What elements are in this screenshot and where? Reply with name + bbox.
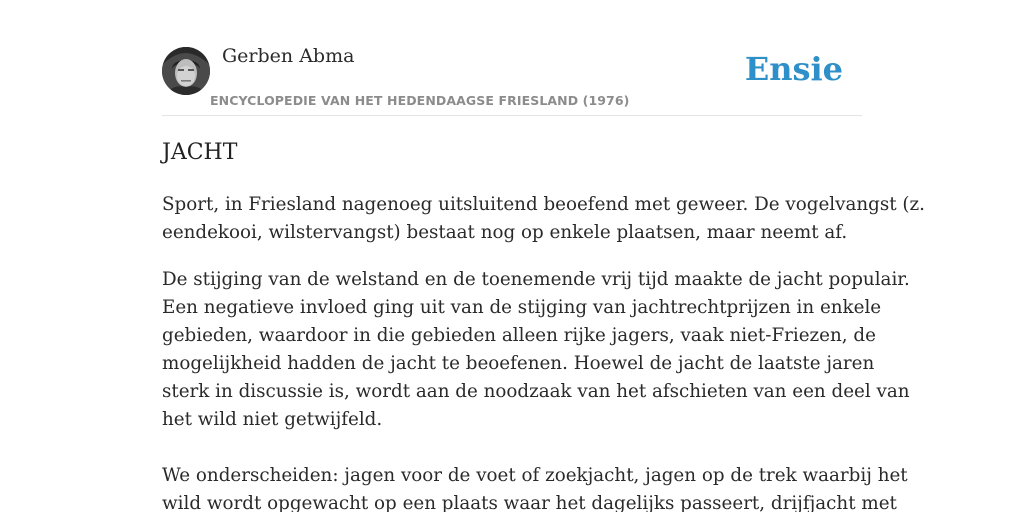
body-line: We onderscheiden: jagen voor de voet of zoekjacht, jagen op de trek waarbij het [162,465,908,486]
body-line: eendekooi, wilstervangst) bestaat nog op enkele plaatsen, maar neemt af. [162,222,848,243]
body-line: Sport, in Friesland nagenoeg uitsluitend beoefend met geweer. De vogelvangst (z. [162,194,925,215]
body-line: sterk in discussie is, wordt aan de noodzaak van het afschieten van een deel van [162,381,910,402]
source-title[interactable]: ENCYCLOPEDIE VAN HET HEDENDAAGSE FRIESLAND (1976) [210,93,630,108]
paragraph-spacer [162,434,862,462]
author-avatar[interactable] [162,47,210,95]
body-line: wild wordt opgewacht op een plaats waar het dagelijks passeert, drijfjacht met [162,493,897,512]
brand-logo[interactable]: Ensie [744,50,843,88]
body-line: het wild niet getwijfeld. [162,409,383,430]
body-line: Een negatieve invloed ging uit van de stijging van jachtrechtprijzen in enkele [162,297,882,318]
author-name[interactable]: Gerben Abma [222,45,355,67]
body-line: De stijging van de welstand en de toenemende vrij tijd maakte de jacht populair. [162,269,910,290]
article-title: JACHT [162,140,238,165]
author-portrait-image [162,47,210,95]
body-line: gebieden, waardoor in die gebieden alleen rijke jagers, vaak niet-Friezen, de [162,325,876,346]
article-column [162,0,925,512]
author-header [162,0,862,116]
body-line: mogelijkheid hadden de jacht te beoefenen. Hoewel de jacht de laatste jaren [162,353,875,374]
paragraph-spacer [162,247,862,266]
article-body [162,191,925,512]
